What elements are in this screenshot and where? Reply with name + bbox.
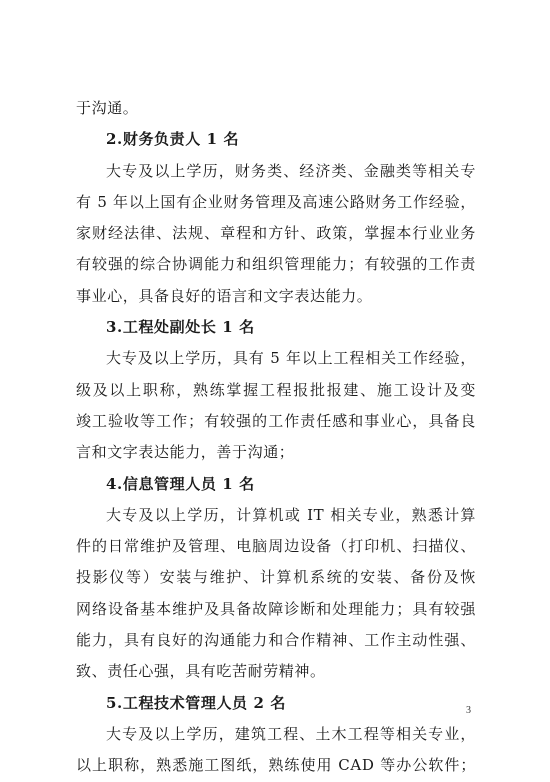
page-number: 3 xyxy=(466,705,471,716)
paragraph-line: 级及以上职称，熟练掌握工程报批报建、施工设计及变 xyxy=(76,380,476,399)
paragraph-line: 致、责任心强，具有吃苦耐劳精神。 xyxy=(76,662,326,681)
section-heading: 3.工程处副处长 1 名 xyxy=(106,318,255,337)
paragraph-line: 以上职称，熟悉施工图纸，熟练使用 CAD 等办公软件； xyxy=(76,756,476,775)
document-body xyxy=(76,93,476,782)
section-heading: 2.财务负责人 1 名 xyxy=(106,130,240,149)
paragraph-line: 大专及以上学历，财务类、经济类、金融类等相关专 xyxy=(106,161,476,180)
paragraph-line: 网络设备基本维护及具备故障诊断和处理能力；具有较强 xyxy=(76,599,476,618)
paragraph-line: 大专及以上学历，具有 5 年以上工程相关工作经验， xyxy=(106,349,476,368)
paragraph-line: 投影仪等）安装与维护、计算机系统的安装、备份及恢 xyxy=(76,568,476,587)
paragraph-line: 竣工验收等工作；有较强的工作责任感和事业心，具备良 xyxy=(76,411,476,430)
paragraph-line: 有较强的综合协调能力和组织管理能力；有较强的工作责 xyxy=(76,255,476,274)
paragraph-line: 有 5 年以上国有企业财务管理及高速公路财务工作经验， xyxy=(76,192,476,211)
paragraph-line: 件的日常维护及管理、电脑周边设备（打印机、扫描仪、 xyxy=(76,537,476,556)
paragraph-line: 大专及以上学历，建筑工程、土木工程等相关专业， xyxy=(106,724,476,743)
section-heading: 5.工程技术管理人员 2 名 xyxy=(106,693,286,712)
paragraph-line: 大专及以上学历，计算机或 IT 相关专业，熟悉计算 xyxy=(106,505,476,524)
paragraph-line: 于沟通。 xyxy=(76,99,139,117)
paragraph-line: 言和文字表达能力，善于沟通； xyxy=(76,443,295,462)
paragraph-line: 事业心，具备良好的语言和文字表达能力。 xyxy=(76,286,373,305)
paragraph-line: 家财经法律、法规、章程和方针、政策，掌握本行业业务 xyxy=(76,224,476,243)
paragraph-line: 能力，具有良好的沟通能力和合作精神、工作主动性强、 xyxy=(76,631,476,650)
section-heading: 4.信息管理人员 1 名 xyxy=(106,474,255,493)
